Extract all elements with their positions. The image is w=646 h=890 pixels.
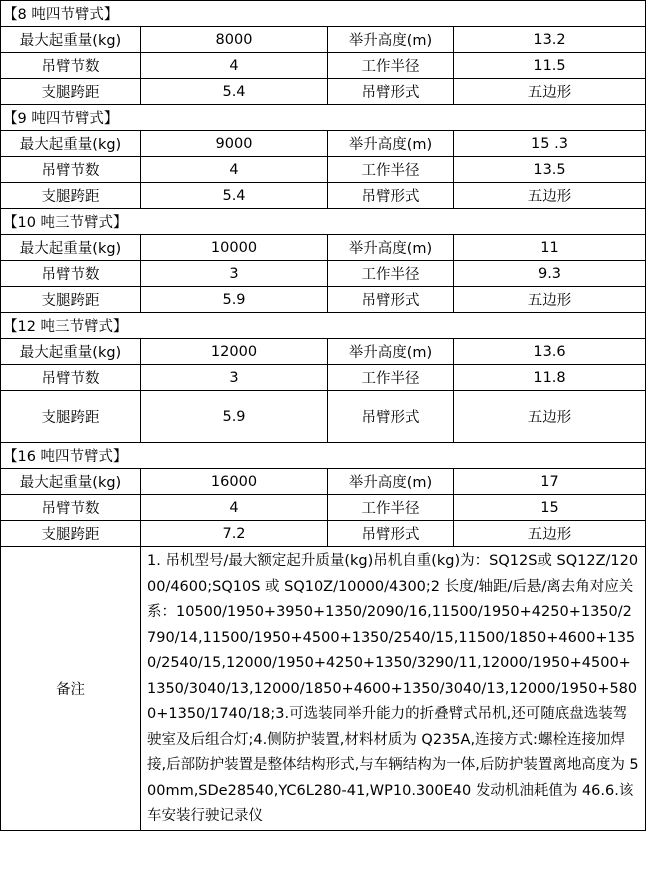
- label-boom-sections: 吊臂节数: [1, 53, 141, 79]
- section-header-row: [1, 313, 646, 339]
- label-work-radius: 工作半径: [328, 53, 454, 79]
- value-boom-form: 五边形: [454, 521, 646, 547]
- value-work-radius: 11.8: [454, 365, 646, 391]
- spec-row: [1, 521, 646, 547]
- value-outrigger-span: 5.9: [141, 391, 328, 443]
- section-header-row: [1, 105, 646, 131]
- notes-label: 备注: [1, 547, 141, 831]
- section-title: 【16 吨四节臂式】: [1, 443, 141, 469]
- value-outrigger-span: 5.9: [141, 287, 328, 313]
- value-work-radius: 15: [454, 495, 646, 521]
- spec-row: [1, 79, 646, 105]
- value-max-lift: 12000: [141, 339, 328, 365]
- label-lift-height: 举升高度(m): [328, 131, 454, 157]
- spec-row: [1, 27, 646, 53]
- label-outrigger-span: 支腿跨距: [1, 79, 141, 105]
- section-title: 【12 吨三节臂式】: [1, 313, 141, 339]
- label-max-lift: 最大起重量(kg): [1, 339, 141, 365]
- label-lift-height: 举升高度(m): [328, 339, 454, 365]
- label-outrigger-span: 支腿跨距: [1, 183, 141, 209]
- value-work-radius: 13.5: [454, 157, 646, 183]
- spec-row: [1, 339, 646, 365]
- value-outrigger-span: 5.4: [141, 183, 328, 209]
- label-boom-form: 吊臂形式: [328, 521, 454, 547]
- label-boom-form: 吊臂形式: [328, 287, 454, 313]
- value-boom-sections: 4: [141, 495, 328, 521]
- section-header-row: [1, 1, 646, 27]
- label-max-lift: 最大起重量(kg): [1, 235, 141, 261]
- label-max-lift: 最大起重量(kg): [1, 469, 141, 495]
- spec-row: [1, 157, 646, 183]
- value-work-radius: 11.5: [454, 53, 646, 79]
- label-outrigger-span: 支腿跨距: [1, 521, 141, 547]
- spec-row: [1, 131, 646, 157]
- value-max-lift: 9000: [141, 131, 328, 157]
- section-title: 【8 吨四节臂式】: [1, 1, 141, 27]
- value-max-lift: 10000: [141, 235, 328, 261]
- label-work-radius: 工作半径: [328, 157, 454, 183]
- value-outrigger-span: 5.4: [141, 79, 328, 105]
- label-max-lift: 最大起重量(kg): [1, 27, 141, 53]
- label-work-radius: 工作半径: [328, 495, 454, 521]
- spec-row: [1, 469, 646, 495]
- value-boom-form: 五边形: [454, 287, 646, 313]
- section-header-row: [1, 443, 646, 469]
- label-outrigger-span: 支腿跨距: [1, 287, 141, 313]
- value-boom-sections: 3: [141, 365, 328, 391]
- label-boom-form: 吊臂形式: [328, 391, 454, 443]
- value-boom-sections: 4: [141, 157, 328, 183]
- value-boom-form: 五边形: [454, 183, 646, 209]
- value-max-lift: 8000: [141, 27, 328, 53]
- value-boom-sections: 3: [141, 261, 328, 287]
- spec-row: [1, 495, 646, 521]
- notes-row: [1, 547, 646, 831]
- value-lift-height: 17: [454, 469, 646, 495]
- label-boom-sections: 吊臂节数: [1, 157, 141, 183]
- spec-row: [1, 53, 646, 79]
- label-boom-sections: 吊臂节数: [1, 365, 141, 391]
- value-max-lift: 16000: [141, 469, 328, 495]
- value-work-radius: 9.3: [454, 261, 646, 287]
- spec-row: [1, 235, 646, 261]
- spec-row: [1, 365, 646, 391]
- label-boom-sections: 吊臂节数: [1, 261, 141, 287]
- value-outrigger-span: 7.2: [141, 521, 328, 547]
- label-boom-form: 吊臂形式: [328, 79, 454, 105]
- label-work-radius: 工作半径: [328, 365, 454, 391]
- spec-row: [1, 183, 646, 209]
- notes-text: 1. 吊机型号/最大额定起升质量(kg)吊机自重(kg)为：SQ12S或 SQ12Z/12000/4600;SQ10S 或 SQ10Z/10000/4300;2 长度/轴距/后悬/离去角对应关系：10500/1950+3950+1350/2090/16,11500/1950+4250+1350/2790/14,11500/1950+4500+1350/2540/15,11500/1850+4600+1350/2540/15,12000/1950+4250+1350/3290/11,12000/1950+4500+1350/3040/13,12000/1850+4600+1350/3040/13,12000/1950+5800+1350/1740/18;3.可选装同举升能力的折叠臂式吊机,还可随底盘选装驾驶室及后组合灯;4.侧防护装置,材料材质为 Q235A,连接方式:螺栓连接加焊接,后部防护装置是整体结构形式,与车辆结构为一体,后防护装置离地高度为 500mm,SDe28540,YC6L280-41,WP10.300E40 发动机油耗值为 46.6.该车安装行驶记录仪: [141, 547, 646, 831]
- value-boom-form: 五边形: [454, 79, 646, 105]
- label-lift-height: 举升高度(m): [328, 469, 454, 495]
- label-work-radius: 工作半径: [328, 261, 454, 287]
- label-outrigger-span: 支腿跨距: [1, 391, 141, 443]
- value-lift-height: 11: [454, 235, 646, 261]
- label-max-lift: 最大起重量(kg): [1, 131, 141, 157]
- spec-row: [1, 287, 646, 313]
- section-header-row: [1, 209, 646, 235]
- value-boom-form: 五边形: [454, 391, 646, 443]
- value-boom-sections: 4: [141, 53, 328, 79]
- section-title: 【9 吨四节臂式】: [1, 105, 141, 131]
- label-boom-sections: 吊臂节数: [1, 495, 141, 521]
- value-lift-height: 13.2: [454, 27, 646, 53]
- spec-row: [1, 261, 646, 287]
- label-lift-height: 举升高度(m): [328, 27, 454, 53]
- spec-row: [1, 391, 646, 443]
- value-lift-height: 13.6: [454, 339, 646, 365]
- label-boom-form: 吊臂形式: [328, 183, 454, 209]
- section-title: 【10 吨三节臂式】: [1, 209, 141, 235]
- label-lift-height: 举升高度(m): [328, 235, 454, 261]
- value-lift-height: 15 .3: [454, 131, 646, 157]
